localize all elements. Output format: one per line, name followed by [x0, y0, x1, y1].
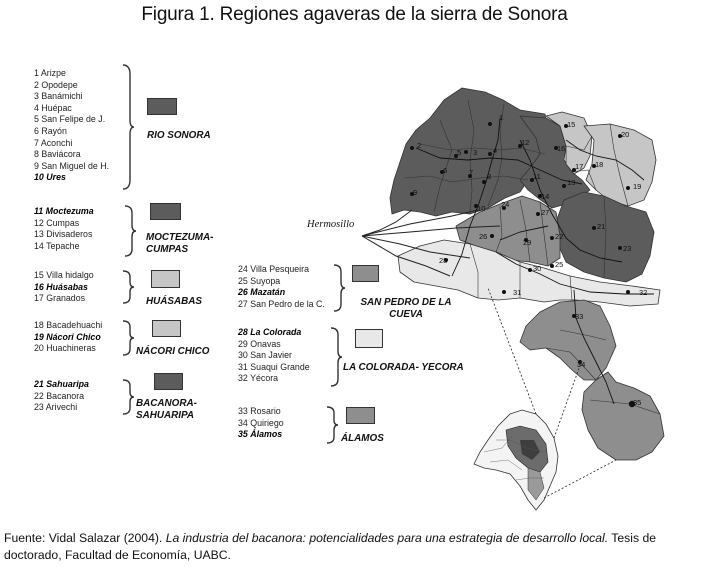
municipality-item: 15 Villa hidalgo: [34, 270, 94, 281]
municipality-item: 22 Bacanora: [34, 390, 85, 402]
municipality-item: 20 Huachineras: [34, 343, 96, 355]
map-number-label: 12: [521, 138, 530, 147]
municipality-item: 30 San Javier: [238, 350, 292, 362]
region-name-la-colorada: LA COLORADA- YECORA: [343, 362, 464, 373]
municipality-item: 25 Suyopa: [238, 275, 281, 287]
municipality-item: 4 Huépac: [34, 102, 72, 114]
municipality-item: 33 Rosario: [238, 406, 281, 417]
region-name-moctezuma-cumpas: MOCTEZUMA-CUMPAS: [146, 232, 214, 255]
map-number-label: 9: [413, 188, 418, 197]
map-number-label: 22: [555, 232, 564, 241]
municipality-item: 2 Opodepe: [34, 79, 78, 91]
map-number-label: 29: [523, 238, 532, 247]
municipality-item: 5 San Felipe de J.: [34, 114, 106, 126]
map-number-label: 32: [639, 288, 648, 297]
figure-caption: [4, 530, 708, 564]
municipality-item: 12 Cumpas: [34, 217, 80, 229]
map-number-label: 16: [557, 144, 566, 153]
region-name-bacanora-sahuaripa: BACANORA-SAHUARIPA: [136, 398, 197, 421]
municipality-item: 32 Yécora: [238, 373, 279, 385]
map-number-label: 1: [499, 113, 504, 122]
map-number-label: 19: [633, 182, 642, 191]
map-region-alamos: [520, 300, 616, 380]
map-number-label: 5: [457, 148, 462, 157]
municipality-item: 31 Suaqui Grande: [238, 361, 310, 373]
municipality-item: 16 Huásabas: [34, 281, 88, 293]
map-number-label: 26: [479, 232, 488, 241]
map-number-label: 3: [473, 148, 478, 157]
map-number-label: 6: [443, 166, 448, 175]
map-number-label: 10: [477, 204, 486, 213]
caption-work-title: La industria del bacanora: potencialidades para una estrategia de desarrollo local.: [165, 531, 609, 545]
municipality-item: 7 Aconchi: [34, 137, 73, 149]
map-region-bacanora: [556, 192, 654, 282]
map-number-label: 18: [595, 160, 604, 169]
municipality-item: 21 Sahuaripa: [34, 379, 89, 390]
municipality-item: 29 Onavas: [238, 338, 281, 350]
municipality-item: 19 Nácori Chico: [34, 331, 101, 343]
map-number-label: 15: [567, 120, 576, 129]
map-number-label: 28: [439, 256, 448, 265]
map-number-label: 31: [513, 288, 522, 297]
region-name-san-pedro: SAN PEDRO DE LA CUEVA: [360, 297, 452, 320]
map-number-label: 24: [501, 200, 510, 209]
caption-suffix: Tesis de doctorado, Facultad de Economía, UABC.: [4, 531, 657, 562]
city-label-hermosillo: Hermosillo: [307, 219, 355, 230]
municipality-item: 34 Quiriego: [238, 417, 284, 429]
map-number-label: 23: [623, 244, 632, 253]
map-number-label: 21: [597, 222, 606, 231]
map-region-alamos-south: [582, 372, 664, 460]
map-number-label: 17: [575, 162, 584, 171]
figure-title: Figura 1. Regiones agaveras de la sierra de Sonora: [141, 4, 568, 25]
municipality-item: 9 San Miguel de H.: [34, 160, 110, 172]
map-number-label: 4: [493, 146, 498, 155]
map-number-label: 25: [555, 260, 564, 269]
map-number-label: 33: [575, 312, 584, 321]
map-number-label: 30: [533, 264, 542, 273]
region-name-rio-sonora: RIO SONORA: [147, 130, 211, 141]
map-number-label: 7: [469, 168, 474, 177]
municipality-item: 27 San Pedro de la C.: [238, 298, 325, 310]
map-number-label: 2: [417, 141, 422, 150]
municipality-item: 18 Bacadehuachi: [34, 320, 103, 331]
municipality-item: 10 Ures: [34, 172, 66, 184]
municipality-item: 23 Arivechi: [34, 402, 78, 414]
municipality-item: 3 Banámichi: [34, 91, 83, 103]
municipality-item: 6 Rayón: [34, 125, 67, 137]
map-number-label: 27: [541, 208, 550, 217]
region-name-nacori-chico: NÁCORI CHICO: [136, 346, 210, 357]
municipality-item: 14 Tepache: [34, 240, 80, 252]
municipality-item: 24 Villa Pesqueira: [238, 264, 309, 275]
map-number-label: 13: [567, 178, 576, 187]
region-name-huasabas: HUÁSABAS: [146, 296, 202, 307]
map-number-label: 20: [621, 130, 630, 139]
municipality-item: 26 Mazatán: [238, 287, 286, 299]
municipality-item: 8 Baviácora: [34, 149, 81, 161]
municipality-item: 13 Divisaderos: [34, 229, 93, 241]
map-number-label: 11: [533, 172, 541, 181]
municipality-item: 11 Moctezuma: [34, 206, 94, 217]
map-number-label: 14: [541, 192, 550, 201]
municipality-item: 35 Álamos: [238, 429, 283, 441]
map-number-label: 8: [487, 172, 492, 181]
municipality-item: 17 Granados: [34, 293, 86, 305]
region-name-alamos: ÁLAMOS: [341, 433, 384, 444]
caption-prefix: Fuente: Vidal Salazar (2004).: [4, 531, 166, 545]
municipality-item: 28 La Colorada: [238, 327, 302, 338]
map-number-label: 34: [577, 360, 586, 369]
map-number-label: 35: [633, 398, 642, 407]
municipality-item: 1 Arizpe: [34, 68, 66, 79]
